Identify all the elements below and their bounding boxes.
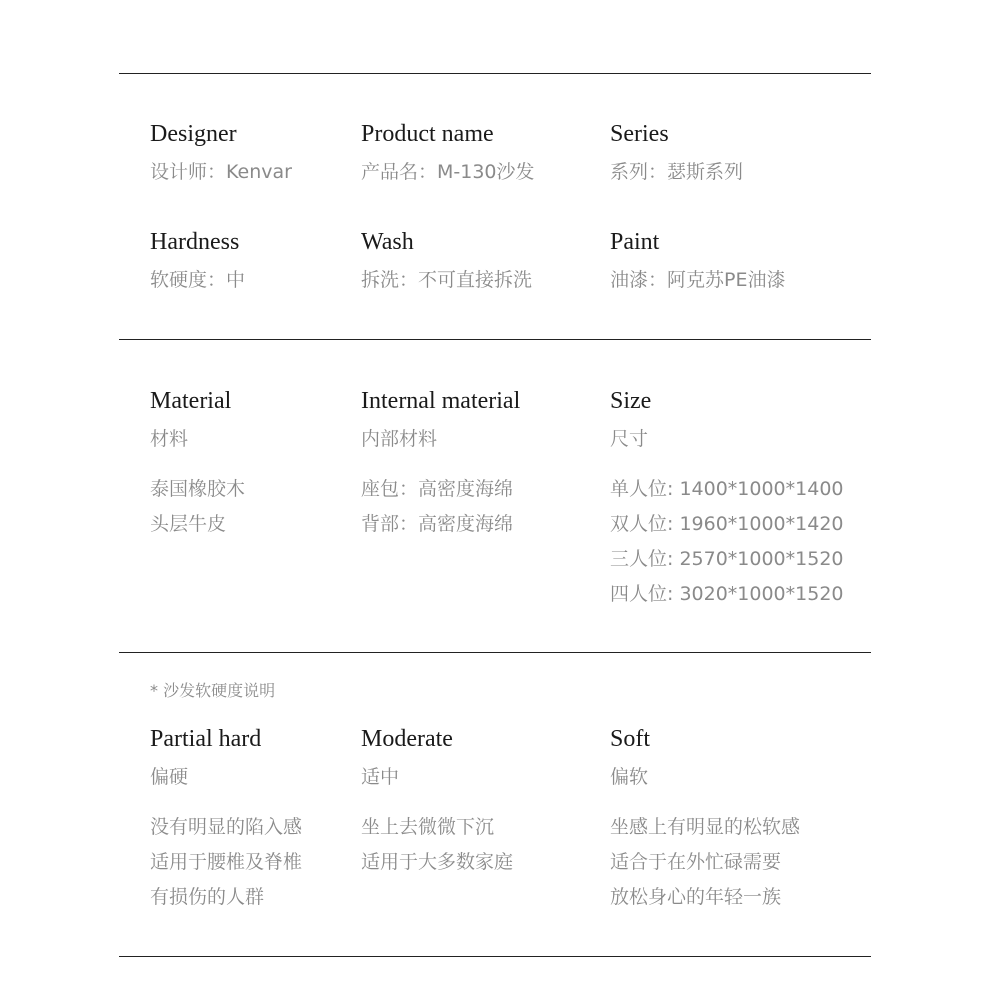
internal-material-title: Internal material (361, 388, 521, 414)
spec-title: Series (610, 121, 669, 147)
material-lines (150, 472, 245, 542)
hardness-line: 没有明显的陷入感 (150, 816, 303, 838)
material-title: Material (150, 388, 232, 414)
hardness-subtitle: 适中 (361, 766, 400, 788)
hardness-lines (150, 810, 302, 915)
material-line: 泰国橡胶木 (150, 478, 246, 500)
size-line: 双人位: 1960*1000*1420 (610, 513, 844, 535)
hardness-lines (361, 810, 513, 880)
size-subtitle: 尺寸 (610, 428, 649, 450)
hardness-title: Moderate (361, 726, 453, 752)
internal-material-line: 背部：高密度海绵 (361, 513, 514, 535)
hardness-line: 坐感上有明显的松软感 (610, 816, 801, 838)
size-line: 三人位: 2570*1000*1520 (610, 548, 844, 570)
divider-bottom (119, 956, 871, 957)
internal-material-subtitle: 内部材料 (361, 428, 438, 450)
size-lines (610, 472, 844, 612)
internal-material-lines (361, 472, 513, 542)
hardness-line: 适合于在外忙碌需要 (610, 851, 782, 873)
size-title: Size (610, 388, 652, 414)
spec-title: Hardness (150, 229, 240, 255)
spec-title: Designer (150, 121, 237, 147)
divider-top (119, 73, 871, 74)
hardness-lines (610, 810, 800, 915)
size-line: 单人位: 1400*1000*1400 (610, 478, 844, 500)
hardness-subtitle: 偏硬 (150, 766, 189, 788)
size-line: 四人位: 3020*1000*1520 (610, 583, 844, 605)
hardness-line: 放松身心的年轻一族 (610, 886, 782, 908)
divider-specs (119, 339, 871, 340)
hardness-line: 坐上去微微下沉 (361, 816, 495, 838)
spec-value: 设计师：Kenvar (150, 161, 292, 183)
spec-value: 软硬度：中 (150, 269, 246, 291)
internal-material-line: 座包：高密度海绵 (361, 478, 514, 500)
hardness-line: 适用于腰椎及脊椎 (150, 851, 303, 873)
spec-value: 油漆：阿克苏PE油漆 (610, 269, 786, 291)
spec-title: Paint (610, 229, 660, 255)
spec-title: Product name (361, 121, 494, 147)
material-subtitle: 材料 (150, 428, 189, 450)
hardness-line: 适用于大多数家庭 (361, 851, 514, 873)
hardness-line: 有损伤的人群 (150, 886, 265, 908)
spec-value: 产品名：M-130沙发 (361, 161, 535, 183)
divider-materials (119, 652, 871, 653)
spec-value: 系列：瑟斯系列 (610, 161, 744, 183)
hardness-subtitle: 偏软 (610, 766, 649, 788)
spec-value: 拆洗：不可直接拆洗 (361, 269, 533, 291)
hardness-title: Soft (610, 726, 651, 752)
material-line: 头层牛皮 (150, 513, 227, 535)
spec-title: Wash (361, 229, 414, 255)
hardness-title: Partial hard (150, 726, 262, 752)
hardness-note: * 沙发软硬度说明 (150, 681, 276, 700)
